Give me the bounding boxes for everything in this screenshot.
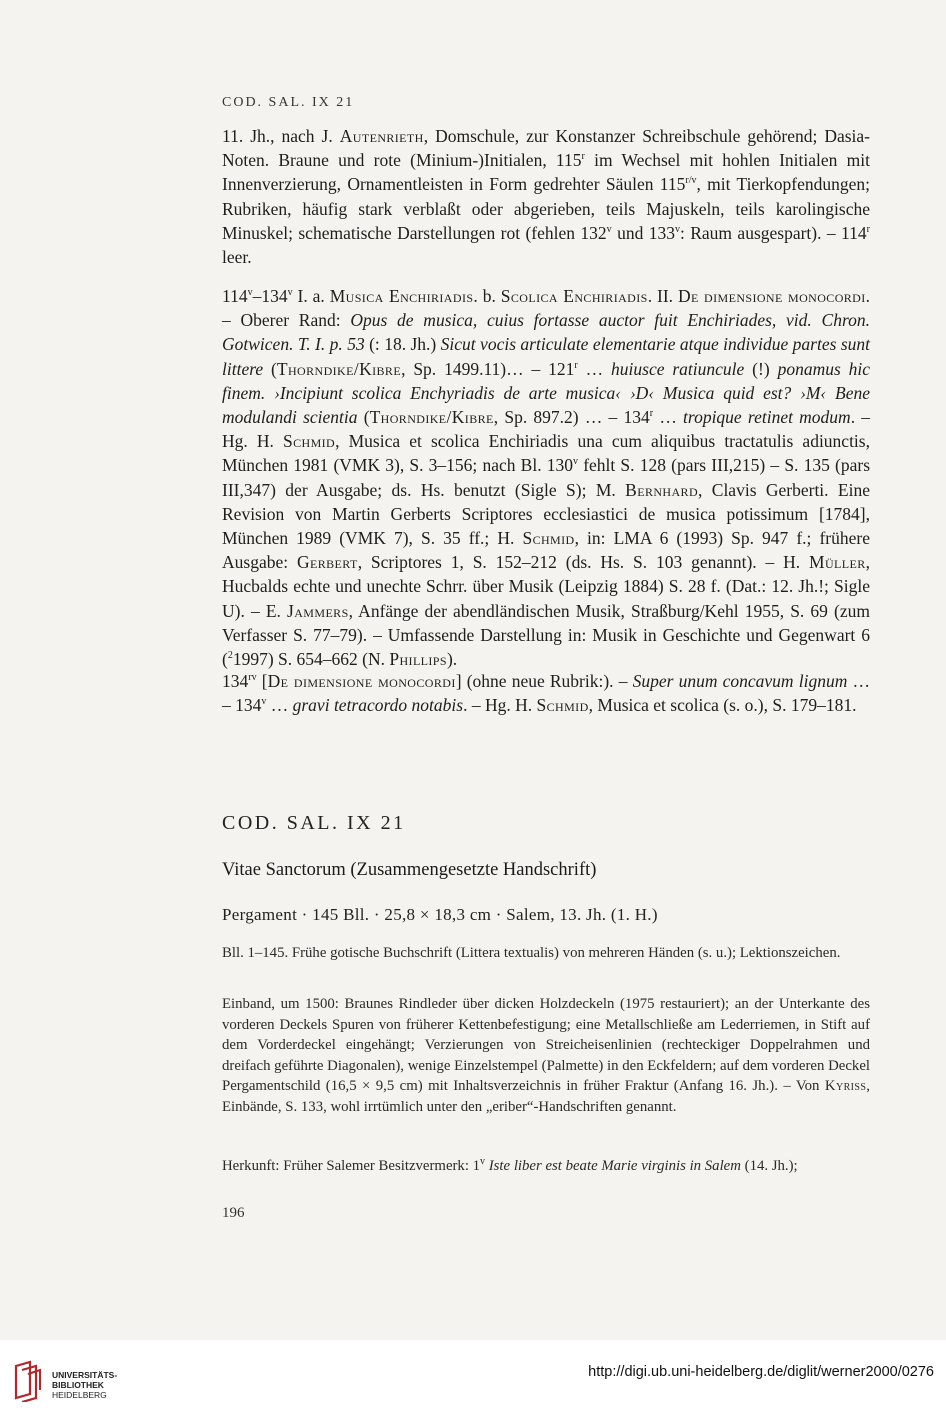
text: ).: [446, 649, 458, 670]
text: [: [256, 671, 268, 691]
folio-sup: v: [674, 223, 680, 235]
author-name: Bernhard: [625, 479, 699, 500]
author-name: Müller: [809, 552, 866, 573]
quotation: Sicut vocis articulate elementarie atque individue partes sunt littere: [222, 334, 870, 379]
text: , Musica et scolica (s. o.), S. 179–181.: [588, 695, 857, 716]
section-heading: COD. SAL. IX 21: [222, 812, 406, 834]
text: 11. Jh., nach J.: [222, 126, 340, 146]
text: …: [653, 407, 684, 428]
folio-sup: r/v: [685, 175, 697, 187]
text: 1997) S. 654–662 (N.: [232, 649, 390, 670]
text: ] (ohne neue Rubrik:). –: [455, 671, 633, 691]
paragraph-binding: [222, 994, 870, 1117]
folio-sup: v: [606, 223, 612, 235]
manuscript-title: Vitae Sanctorum (Zusammengesetzte Handschrift): [222, 860, 597, 880]
work-title: Musica Enchiriadis: [329, 286, 474, 306]
text: Einband, um 1500: Braunes Rindleder über dicken Holzdeckeln (1975 restauriert); an der Unterkante des vorderen Deckels Spuren von früherer Kettenbefestigung; eine Metallschließe am Lederriemen, in Stift auf dem Vorderdeckel eingehängt; Verzierungen von Streicheisenlinien (rechteckiger Doppelrahmen und dreifach geführte Diagonalen), wenige Einzelstempel (Palmette) in den Eckfeldern; auf dem vorderen Deckel Pergamentschild (16,5 × 9,5 cm) mit Inhaltsverzeichnis in früher Fraktur (Anfang 16. Jh.). – Von: [222, 996, 870, 1094]
text: , Domschule, zur Konstanzer Schreibschule gehörend; Dasia-Noten. Braune und rote (Minium-)Initialen, 115: [222, 126, 870, 171]
text: , Scriptores 1, S. 152–212 (ds. Hs. S. 103 genannt). – H.: [357, 552, 809, 573]
text: (: [357, 407, 370, 428]
author-name: Thorndike/Kibre: [369, 407, 494, 428]
author-name: Thorndike/Kibre: [276, 358, 402, 379]
text: . – Hg. H.: [463, 695, 537, 716]
text: , Hucbalds echte und unechte Schrr. über Musik (Leipzig 1884) S. 28 f. (Dat.: 12. Jh.!; Sigle U). – E.: [222, 552, 870, 621]
paragraph-description: [222, 124, 870, 269]
text: : Raum ausgespart). – 114: [679, 222, 867, 243]
work-title: De dimensione monocordi: [677, 286, 866, 306]
folio-sup: v: [573, 456, 579, 468]
text: (: 18. Jh.): [364, 334, 441, 355]
quotation: Iste liber est beate Marie virginis in Salem: [488, 1158, 741, 1174]
text: … – 134: [222, 671, 870, 716]
text: (14. Jh.);: [740, 1158, 798, 1174]
manuscript-meta: Pergament · 145 Bll. · 25,8 × 18,3 cm · Salem, 13. Jh. (1. H.): [222, 905, 658, 924]
text: . II.: [647, 286, 678, 306]
library-name-line: UNIVERSITÄTS-: [52, 1370, 118, 1380]
text: Bll. 1–145. Frühe gotische Buchschrift (Littera textualis) von mehreren Händen (s. u.); Lektionszeichen.: [222, 945, 841, 961]
text: , in: LMA 6 (1993) Sp. 947 f.; frühere Ausgabe:: [222, 528, 870, 573]
quotation: gravi tetracordo notabis: [292, 695, 464, 716]
text: …: [266, 695, 293, 716]
running-head: COD. SAL. IX 21: [222, 95, 355, 110]
paragraph-contents: [222, 284, 870, 671]
text: . – Oberer Rand:: [222, 286, 871, 331]
library-name: [52, 1370, 117, 1400]
work-title: De dimensione monocordi: [267, 671, 456, 691]
folio-sup: v: [261, 696, 267, 708]
text: , Sp. 1499.11)… – 121: [401, 358, 575, 379]
quotation: ponamus hic finem. ›Incipiunt scolica Enchyriadis de arte musica‹ ›D‹ Musica quid est? ›M‹ Bene modulandi scientia: [222, 358, 871, 428]
quotation: Opus de musica, cuius fortasse auctor fuit Enchiriades, vid. Chron. Gotwicen. T. I. p. 53: [222, 310, 870, 355]
author-name: Schmid: [536, 695, 589, 716]
text: . – Hg. H.: [222, 407, 871, 452]
text: , mit Tierkopfendungen; Rubriken, häufig stark verblaßt oder abgerieben, teils Majuskeln, teils karolingische Minuskel; schematische Darstellungen rot (fehlen 132: [222, 174, 870, 243]
text: fehlt S. 128 (pars III,215) – S. 135 (pars III,347) der Ausgabe; ds. Hs. benutzt (Sigle S); M.: [222, 455, 870, 500]
text: (!): [744, 358, 778, 379]
text: (: [263, 358, 277, 379]
text: , Musica et scolica Enchiriadis una cum aliquibus tractatulis adiunctis, München 1981 (VMK 3), S. 3–156; nach Bl. 130: [222, 431, 870, 476]
folio-sup: r: [649, 408, 654, 420]
text: , Einbände, S. 133, wohl irrtümlich unter den „eriber“-Handschriften genannt.: [222, 1078, 870, 1115]
folio-sup: r: [866, 223, 870, 235]
folio-sup: r: [581, 151, 585, 163]
text: leer.: [222, 247, 252, 268]
author-name: Kyriss: [824, 1078, 867, 1094]
text: …: [577, 358, 612, 379]
quotation: huiusce ratiuncule: [611, 358, 745, 379]
text: –134: [252, 286, 288, 306]
text: . b.: [473, 286, 501, 306]
paragraph-script: [222, 943, 870, 964]
author-name: Gerbert: [296, 552, 358, 573]
quotation: Super unum concavum lignum: [632, 671, 848, 691]
text: im Wechsel mit hohlen Initialen mit Innenverzierung, Ornamentleisten in Form gedrehter Säulen 115: [222, 150, 870, 195]
text: 114: [222, 286, 248, 306]
source-url-link[interactable]: http://digi.ub.uni-heidelberg.de/diglit/werner2000/0276: [588, 1364, 934, 1380]
text: , Clavis Gerberti. Eine Revision von Martin Gerberts Scriptores ecclesiastici de musica potissimum [1784], München 1989 (VMK 7), S. 35 ff.; H.: [222, 479, 870, 549]
text: , Anfänge der abendländischen Musik, Straßburg/Kehl 1955, S. 69 (zum Verfasser S. 77–79). – Umfassende Darstellung in: Musik in Geschichte und Gegenwart 6 (: [222, 600, 870, 670]
text: I. a.: [292, 286, 330, 306]
author-name: Autenrieth: [339, 126, 424, 146]
text: und 133: [611, 222, 675, 243]
text: , Sp. 897.2) … – 134: [493, 407, 650, 428]
paragraph-monocordi: [222, 669, 870, 717]
quotation: tropique retinet modum: [683, 407, 851, 428]
edition-sup: 2: [227, 650, 233, 662]
folio-sup: rv: [248, 672, 257, 684]
library-name-line: HEIDELBERG: [52, 1390, 107, 1400]
author-name: Schmid: [282, 431, 336, 452]
text: Herkunft: Früher Salemer Besitzvermerk: 1: [222, 1158, 481, 1174]
author-name: Schmid: [522, 528, 575, 549]
author-name: Phillips: [389, 649, 447, 670]
paragraph-provenance: [222, 1156, 870, 1177]
text: 134: [222, 671, 249, 691]
page-number: 196: [222, 1205, 245, 1221]
folio-sup: v: [247, 287, 253, 299]
folio-sup: v: [287, 287, 293, 299]
work-title: Scolica Enchiriadis: [500, 286, 648, 306]
folio-sup: v: [480, 1156, 486, 1168]
library-name-line: BIBLIOTHEK: [52, 1380, 104, 1390]
folio-sup: r: [574, 359, 578, 371]
library-logo-icon: [12, 1360, 42, 1402]
author-name: Jammers: [287, 600, 349, 621]
